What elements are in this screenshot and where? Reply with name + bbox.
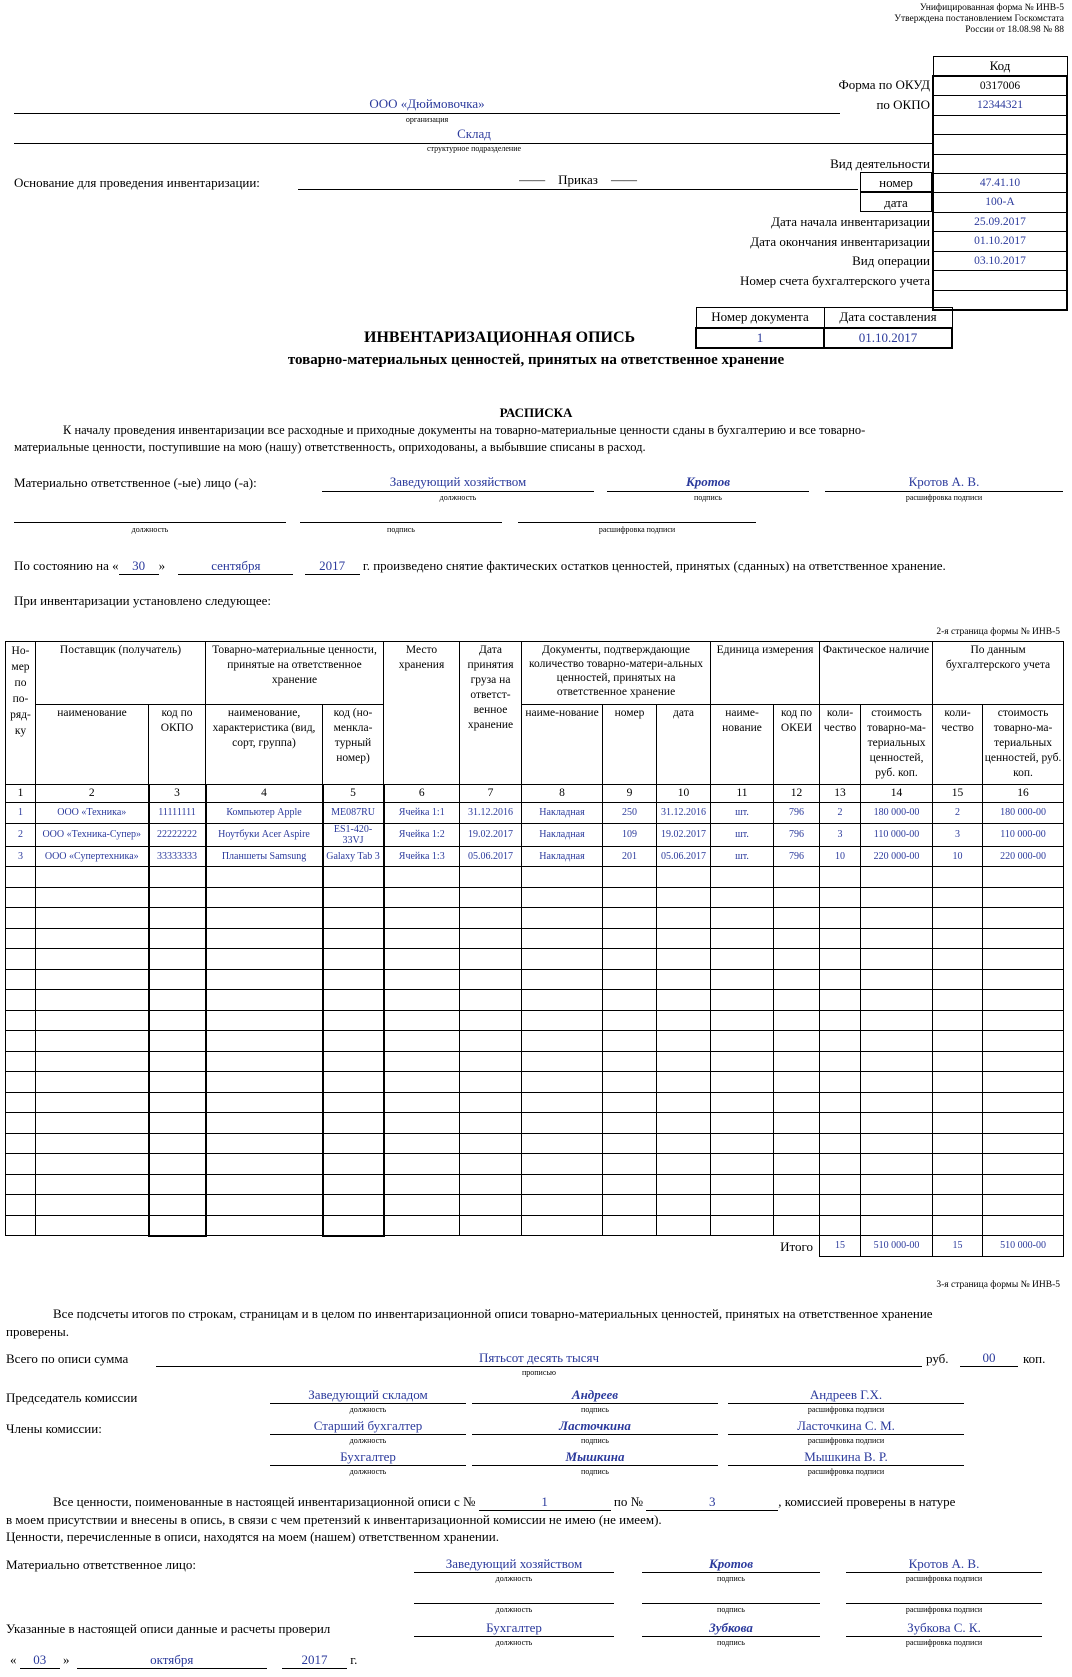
table-cell: 796 [774,823,820,846]
empty-row [6,1092,1064,1113]
inventory-table: Но-мер по по-ряд-ку Поставщик (получатель) Товарно-материальные ценности, принятые на ответственное хранение Место хранения Дата принятия груза на ответст-венное хранение Документы, подтверждающие количество товарно-матери-альных ценностей, принятых на ответственное хранение Единица измерения Фактическое наличие По данным бухгалтерского учета наименование код по ОКПО наименование, характеристика (вид, сорт, группа) код (но-менкла-турный номер) наиме-нование номер дата наиме-нование код по ОКЕИ коли-чество стоимость товарно-ма-териальных ценностей, руб. коп. коли-чество стоимость товарно-ма-териальных ценностей, руб. коп. 1 2 3 4 5 6 7 8 9 10 11 12 13 14 15 16 1 ООО «Техника» 11111111 Компьютер Apple ME087RU Ячейка 1:1 31.12.2016 Накладная 250 31.12.2016 шт. 796 2 180 000-00 2 180 000-00 2 ООО «Техника-Супер» 22222222 Ноутбуки Acer Aspire ES1-420-33VJ Ячейка 1:2 19.02.2017 Накладная 109 19.02.2017 шт. 796 3 110 000-00 3 110 000-00 3 ООО «Супертехника» 33333333 Планшеты Samsung Galaxy Tab 3 Ячейка 1:3 05.06.2017 Накладная 201 05.06.2017 шт. 796 10 220 000-00 10 220 000-00 Итого 15 510 000-00 15 510 000-00 [5,641,1064,1257]
table-cell: шт. [711,803,774,824]
table-cell: 2 [6,823,36,846]
commission-field: Заведующий складом [270,1387,466,1404]
caption: расшифровка подписи [807,1405,885,1414]
table-cell: 220 000-00 [983,846,1064,867]
table-cell: Ячейка 1:1 [384,803,460,824]
col-number: 14 [861,785,933,803]
basis-field: —— Приказ —— [298,172,858,190]
caption: расшифровка подписи [807,1467,885,1476]
caption: подпись [581,1436,609,1445]
table-row [6,846,1064,867]
table-cell: Планшеты Samsung [206,846,323,867]
table-cell: Накладная [522,823,603,846]
col-number: 9 [603,785,657,803]
caption: должность [349,1405,387,1414]
empty-row [6,1113,1064,1134]
empty-row [6,1031,1064,1052]
table-cell: 110 000-00 [861,823,933,846]
col-number: 6 [384,785,460,803]
table-row [6,823,1064,846]
empty-row [6,867,1064,888]
table-cell: 10 [933,846,983,867]
empty-row [6,1195,1064,1216]
col-number: 10 [657,785,711,803]
table-cell: 3 [6,846,36,867]
commission-field: Старший бухгалтер [270,1418,466,1435]
commission-field: Ласточкина [472,1418,718,1435]
table-cell: 11111111 [149,803,206,824]
col-number: 5 [323,785,384,803]
table-cell: 3 [820,823,861,846]
table-cell: 110 000-00 [983,823,1064,846]
commission-field: Бухгалтер [270,1449,466,1466]
empty-row [6,1010,1064,1031]
empty-row [6,908,1064,929]
table-cell: ООО «Техника» [36,803,149,824]
org-unit: Склад [14,126,934,144]
empty-row [6,969,1064,990]
table-cell: Ячейка 1:3 [384,846,460,867]
codes-table: Код 0317006 12344321 47.41.10 100-А 25.09.2017 01.10.2017 03.10.2017 [932,56,1068,311]
caption: должность [349,1436,387,1445]
table-cell: 180 000-00 [983,803,1064,824]
final-date: « 03 » октября 2017 г. [10,1652,358,1667]
commission-field: Мышкина [472,1449,718,1466]
table-cell: ООО «Техника-Супер» [36,823,149,846]
table-cell: шт. [711,846,774,867]
empty-row [6,1154,1064,1175]
empty-row [6,949,1064,970]
table-cell: 796 [774,846,820,867]
col-number: 15 [933,785,983,803]
empty-row [6,990,1064,1011]
table-cell: 3 [933,823,983,846]
caption: должность [349,1467,387,1476]
table-cell: 31.12.2016 [460,803,522,824]
empty-row [6,1051,1064,1072]
table-cell: ME087RU [323,803,384,824]
total-label: Итого [780,1238,814,1254]
table-cell: Накладная [522,803,603,824]
caption: расшифровка подписи [807,1436,885,1445]
table-row [6,803,1064,824]
table-cell: 109 [603,823,657,846]
table-cell: 10 [820,846,861,867]
doc-title: ИНВЕНТАРИЗАЦИОННАЯ ОПИСЬ [364,329,636,346]
table-cell: Galaxy Tab 3 [323,846,384,867]
col-number: 3 [149,785,206,803]
table-cell: 2 [820,803,861,824]
doc-subtitle: товарно-материальных ценностей, принятых на ответственное хранение [287,352,785,368]
caption: подпись [581,1467,609,1476]
col-number: 1 [6,785,36,803]
col-number: 11 [711,785,774,803]
empty-row [6,1215,1064,1236]
table-cell: 05.06.2017 [460,846,522,867]
total-cell: 510 000-00 [861,1236,933,1257]
table-cell: 1 [6,803,36,824]
state-line: По состоянию на « 30 » сентября 2017 г. произведено снятие фактических остатков ценностей, принятых (сданных) на ответственное хранение. [14,558,946,573]
caption: подпись [581,1405,609,1414]
table-cell: 05.06.2017 [657,846,711,867]
total-cell: 15 [820,1236,861,1257]
col-number: 16 [983,785,1064,803]
table-cell: Компьютер Apple [206,803,323,824]
receipt-title: РАСПИСКА [499,405,573,420]
col-number: 4 [206,785,323,803]
doc-number-table: Номер документа Дата составления 1 01.10.2017 [695,307,953,349]
table-cell: 31.12.2016 [657,803,711,824]
commission-field: Ласточкина С. М. [728,1418,964,1435]
empty-row [6,887,1064,908]
table-cell: 33333333 [149,846,206,867]
table-cell: Ячейка 1:2 [384,823,460,846]
commission-field: Андреев Г.Х. [728,1387,964,1404]
col-number: 8 [522,785,603,803]
table-cell: 19.02.2017 [460,823,522,846]
empty-row [6,1133,1064,1154]
table-cell: 220 000-00 [861,846,933,867]
table-cell: 201 [603,846,657,867]
table-cell: Ноутбуки Acer Aspire [206,823,323,846]
col-number: 2 [36,785,149,803]
table-cell: ES1-420-33VJ [323,823,384,846]
col-number: 12 [774,785,820,803]
org-name: ООО «Дюймовочка» [14,96,840,114]
table-cell: 2 [933,803,983,824]
commission-field: Мышкина В. Р. [728,1449,964,1466]
form-header: Унифицированная форма № ИНВ-5 Утверждена постановлением Госкомстата России от 18.08.98 № 88 [894,3,1064,35]
total-cell: 15 [933,1236,983,1257]
empty-row [6,928,1064,949]
table-cell: 19.02.2017 [657,823,711,846]
table-cell: 796 [774,803,820,824]
commission-field: Андреев [472,1387,718,1404]
table-cell: ООО «Супертехника» [36,846,149,867]
total-cell: 510 000-00 [983,1236,1064,1257]
table-cell: шт. [711,823,774,846]
empty-row [6,1072,1064,1093]
table-cell: 22222222 [149,823,206,846]
table-cell: 180 000-00 [861,803,933,824]
table-cell: Накладная [522,846,603,867]
col-number: 13 [820,785,861,803]
table-cell: 250 [603,803,657,824]
col-number: 7 [460,785,522,803]
empty-row [6,1174,1064,1195]
total-row [6,1236,1064,1257]
